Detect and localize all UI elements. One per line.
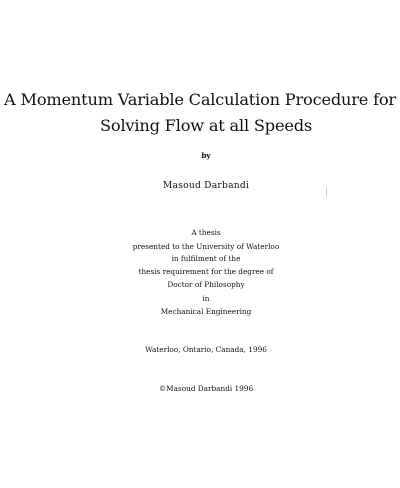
copyright-notice: ©Masoud Darbandi 1996 <box>158 384 254 393</box>
thesis-statement-line-6: in <box>202 294 210 303</box>
thesis-statement-line-5: Doctor of Philosophy <box>167 280 245 289</box>
thesis-title-line-1: A Momentum Variable Calculation Procedure for <box>4 90 396 109</box>
scan-mark <box>326 188 327 196</box>
thesis-statement-line-3: in fulfilment of the <box>171 254 241 263</box>
thesis-statement-line-1: A thesis <box>191 228 221 237</box>
thesis-statement-line-7: Mechanical Engineering <box>160 307 252 316</box>
author-name: Masoud Darbandi <box>162 180 250 191</box>
by-label: by <box>201 151 211 160</box>
thesis-title-line-2: Solving Flow at all Speeds <box>100 116 312 135</box>
thesis-statement-line-4: thesis requirement for the degree of <box>138 267 274 276</box>
thesis-statement-line-2: presented to the University of Waterloo <box>132 242 280 251</box>
location-date: Waterloo, Ontario, Canada, 1996 <box>145 345 267 354</box>
